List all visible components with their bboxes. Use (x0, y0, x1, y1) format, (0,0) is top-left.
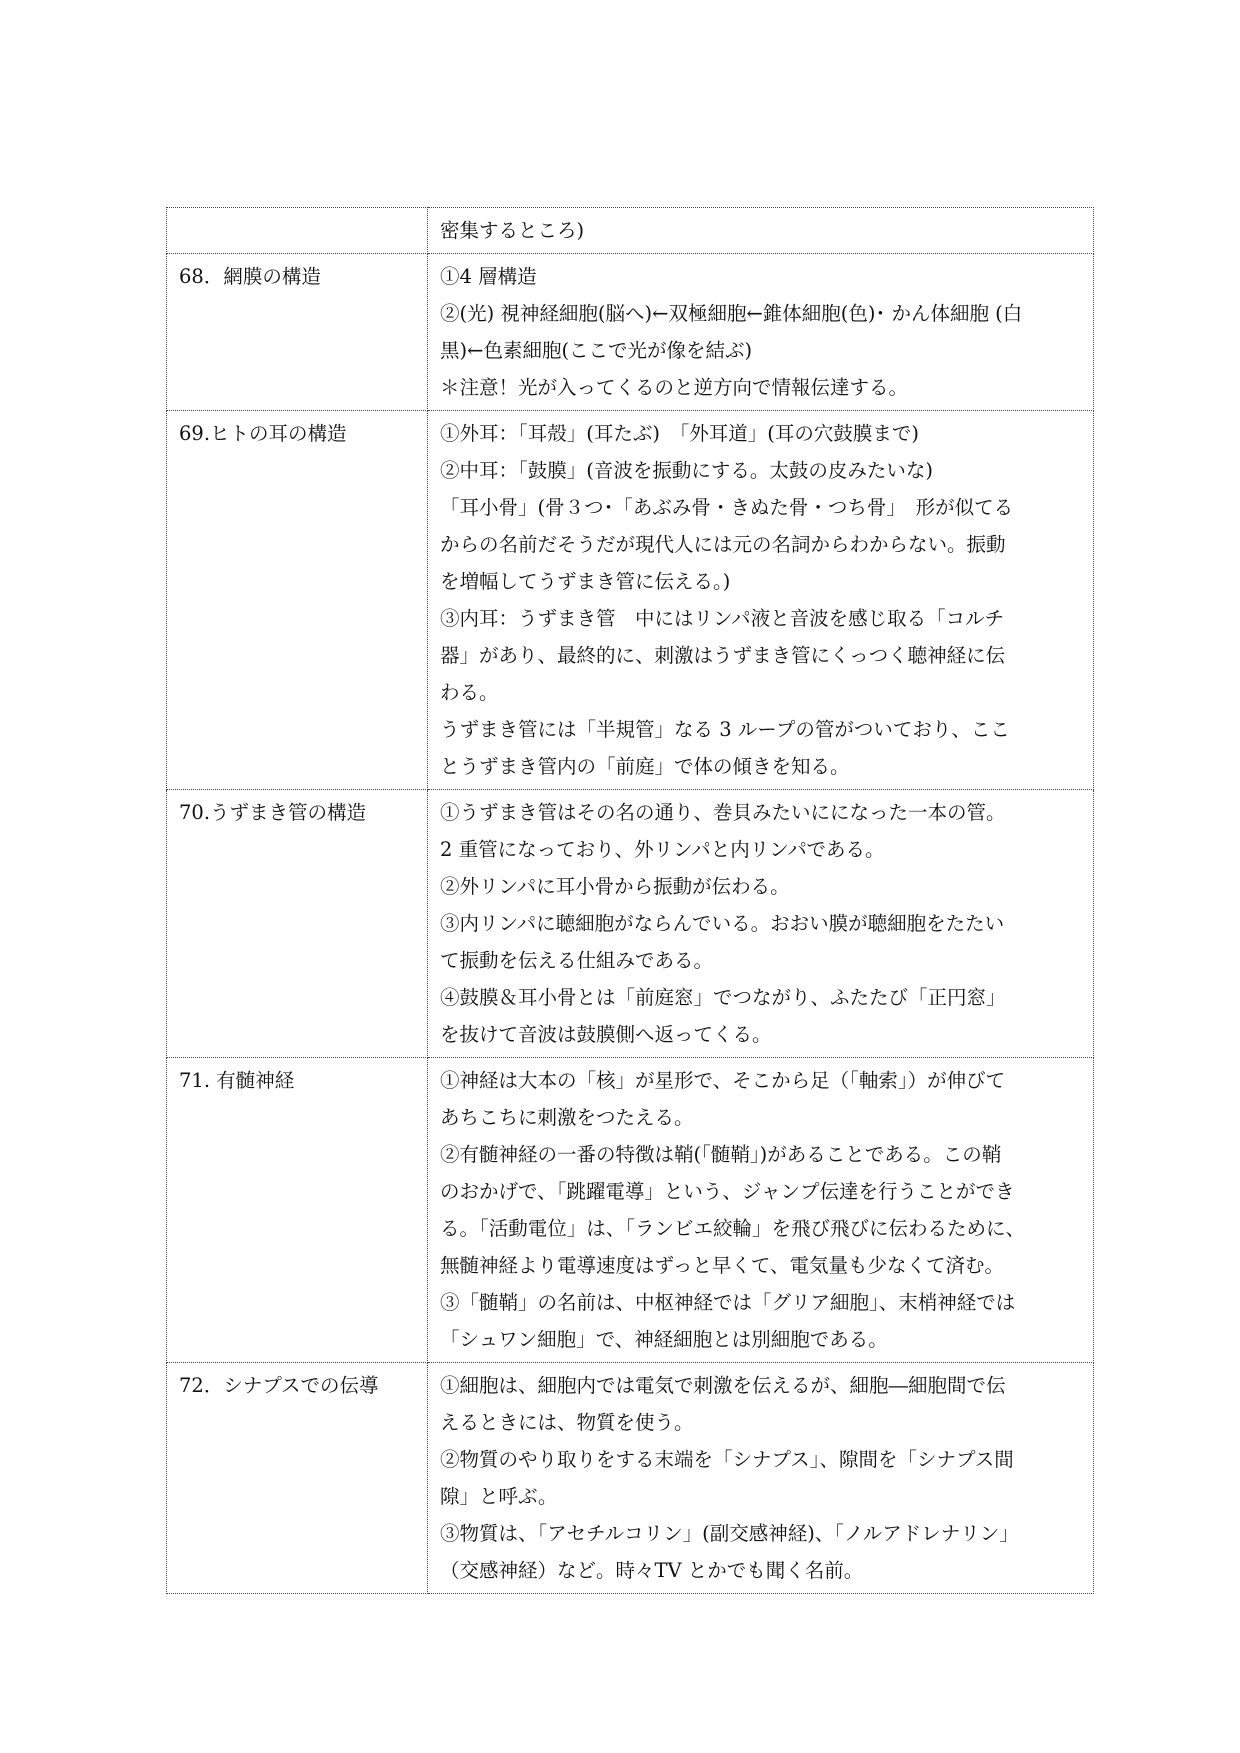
description-line: 2 重管になっており、外リンパと内リンパである。 (440, 838, 885, 861)
description-line: のおかげで、「跳躍電導」という、ジャンプ伝達を行うことができ (440, 1180, 1015, 1203)
description-cell (428, 790, 1094, 1058)
notes-table (166, 207, 1094, 1594)
description-line: ①4 層構造 (440, 265, 537, 288)
description-line: を増幅してうずまき管に伝える。) (440, 570, 731, 593)
topic-cell: 71. 有髄神経 (167, 1058, 428, 1363)
description-line: ②中耳：「鼓膜」(音波を振動にする。太鼓の皮みたいな) (440, 459, 933, 482)
table-row (167, 1363, 1094, 1594)
topic-cell: 68．網膜の構造 (167, 254, 428, 411)
description-line: わる。 (440, 681, 499, 704)
description-line: ②外リンパに耳小骨から振動が伝わる。 (440, 875, 790, 898)
description-line: あちこちに刺激をつたえる。 (440, 1106, 694, 1129)
topic-cell: 70.うずまき管の構造 (167, 790, 428, 1058)
description-line: 器」があり、最終的に、刺激はうずまき管にくっつく聴神経に伝 (440, 644, 1006, 667)
description-cell (428, 1058, 1094, 1363)
description-line: ③内リンパに聴細胞がならんでいる。おおい膜が聴細胞をたたい (440, 912, 1005, 935)
description-line: ③内耳：うずまき管 中にはリンパ液と音波を感じ取る「コルチ (440, 607, 1005, 630)
topic-cell (167, 208, 428, 254)
description-line: とうずまき管内の「前庭」で体の傾きを知る。 (440, 755, 850, 778)
description-line: て振動を伝える仕組みである。 (440, 949, 714, 972)
description-line: うずまき管には「半規管」なる 3 ループの管がついており、ここ (440, 718, 1010, 741)
topic-cell: 72．シナプスでの伝導 (167, 1363, 428, 1594)
description-line: ③「髄鞘」の名前は、中枢神経では「グリア細胞」、末梢神経では (440, 1291, 1016, 1314)
description-line: ②物質のやり取りをする末端を「シナプス」、隙間を「シナプス間 (440, 1448, 1014, 1471)
description-line: ④鼓膜＆耳小骨とは「前庭窓」でつながり、ふたたび「正円窓」 (440, 986, 1006, 1009)
description-cell (428, 254, 1094, 411)
description-cell (428, 208, 1094, 254)
table-row (167, 790, 1094, 1058)
description-line: からの名前だそうだが現代人には元の名詞からわからない。振動 (440, 533, 1006, 556)
topic-cell: 69.ヒトの耳の構造 (167, 411, 428, 790)
description-line: ②有髄神経の一番の特徴は鞘(「髄鞘」)があることである。この鞘 (440, 1143, 1002, 1166)
description-line: 無髄神経より電導速度はずっと早くて、電気量も少なくて済む。 (440, 1254, 1004, 1277)
description-line: （交感神経）など。時々TV とかでも聞く名前。 (440, 1559, 864, 1582)
description-line: ＊注意！光が入ってくるのと逆方向で情報伝達する。 (440, 376, 909, 399)
description-line: ①神経は大本の「核」が星形で、そこから足（「軸索」）が伸びて (440, 1069, 1006, 1092)
table-row (167, 1058, 1094, 1363)
table-row (167, 254, 1094, 411)
description-line: 密集するところ) (440, 219, 585, 242)
description-line: 「シュワン細胞」で、神経細胞とは別細胞である。 (440, 1328, 888, 1351)
notes-table-body (167, 208, 1094, 1594)
description-cell (428, 411, 1094, 790)
description-line: ①うずまき管はその名の通り、巻貝みたいにになった一本の管。 (440, 801, 1006, 824)
description-line: ①外耳：「耳殻」(耳たぶ) 「外耳道」(耳の穴鼓膜まで) (440, 422, 919, 445)
description-line: ③物質は、「アセチルコリン」(副交感神経)、「ノルアドレナリン」 (440, 1522, 1019, 1545)
description-line: 「耳小骨」(骨３つ･「あぶみ骨・きぬた骨・つち骨」 形が似てる (440, 496, 1014, 519)
description-cell (428, 1363, 1094, 1594)
description-line: る。「活動電位」は、「ランビエ絞輪」を飛び飛びに伝わるために、 (440, 1217, 1026, 1240)
description-line: えるときには、物質を使う。 (440, 1411, 694, 1434)
description-line: を抜けて音波は鼓膜側へ返ってくる。 (440, 1023, 772, 1046)
table-row (167, 411, 1094, 790)
description-line: 黒)←色素細胞(ここで光が像を結ぶ) (440, 339, 753, 362)
description-line: ①細胞は、細胞内では電気で刺激を伝えるが、細胞―細胞間で伝 (440, 1374, 1006, 1397)
description-line: 隙」と呼ぶ。 (440, 1485, 558, 1508)
description-line: ②(光) 視神経細胞(脳へ)←双極細胞←錐体細胞(色)･ かん体細胞 (白 (440, 302, 1023, 325)
table-row (167, 208, 1094, 254)
